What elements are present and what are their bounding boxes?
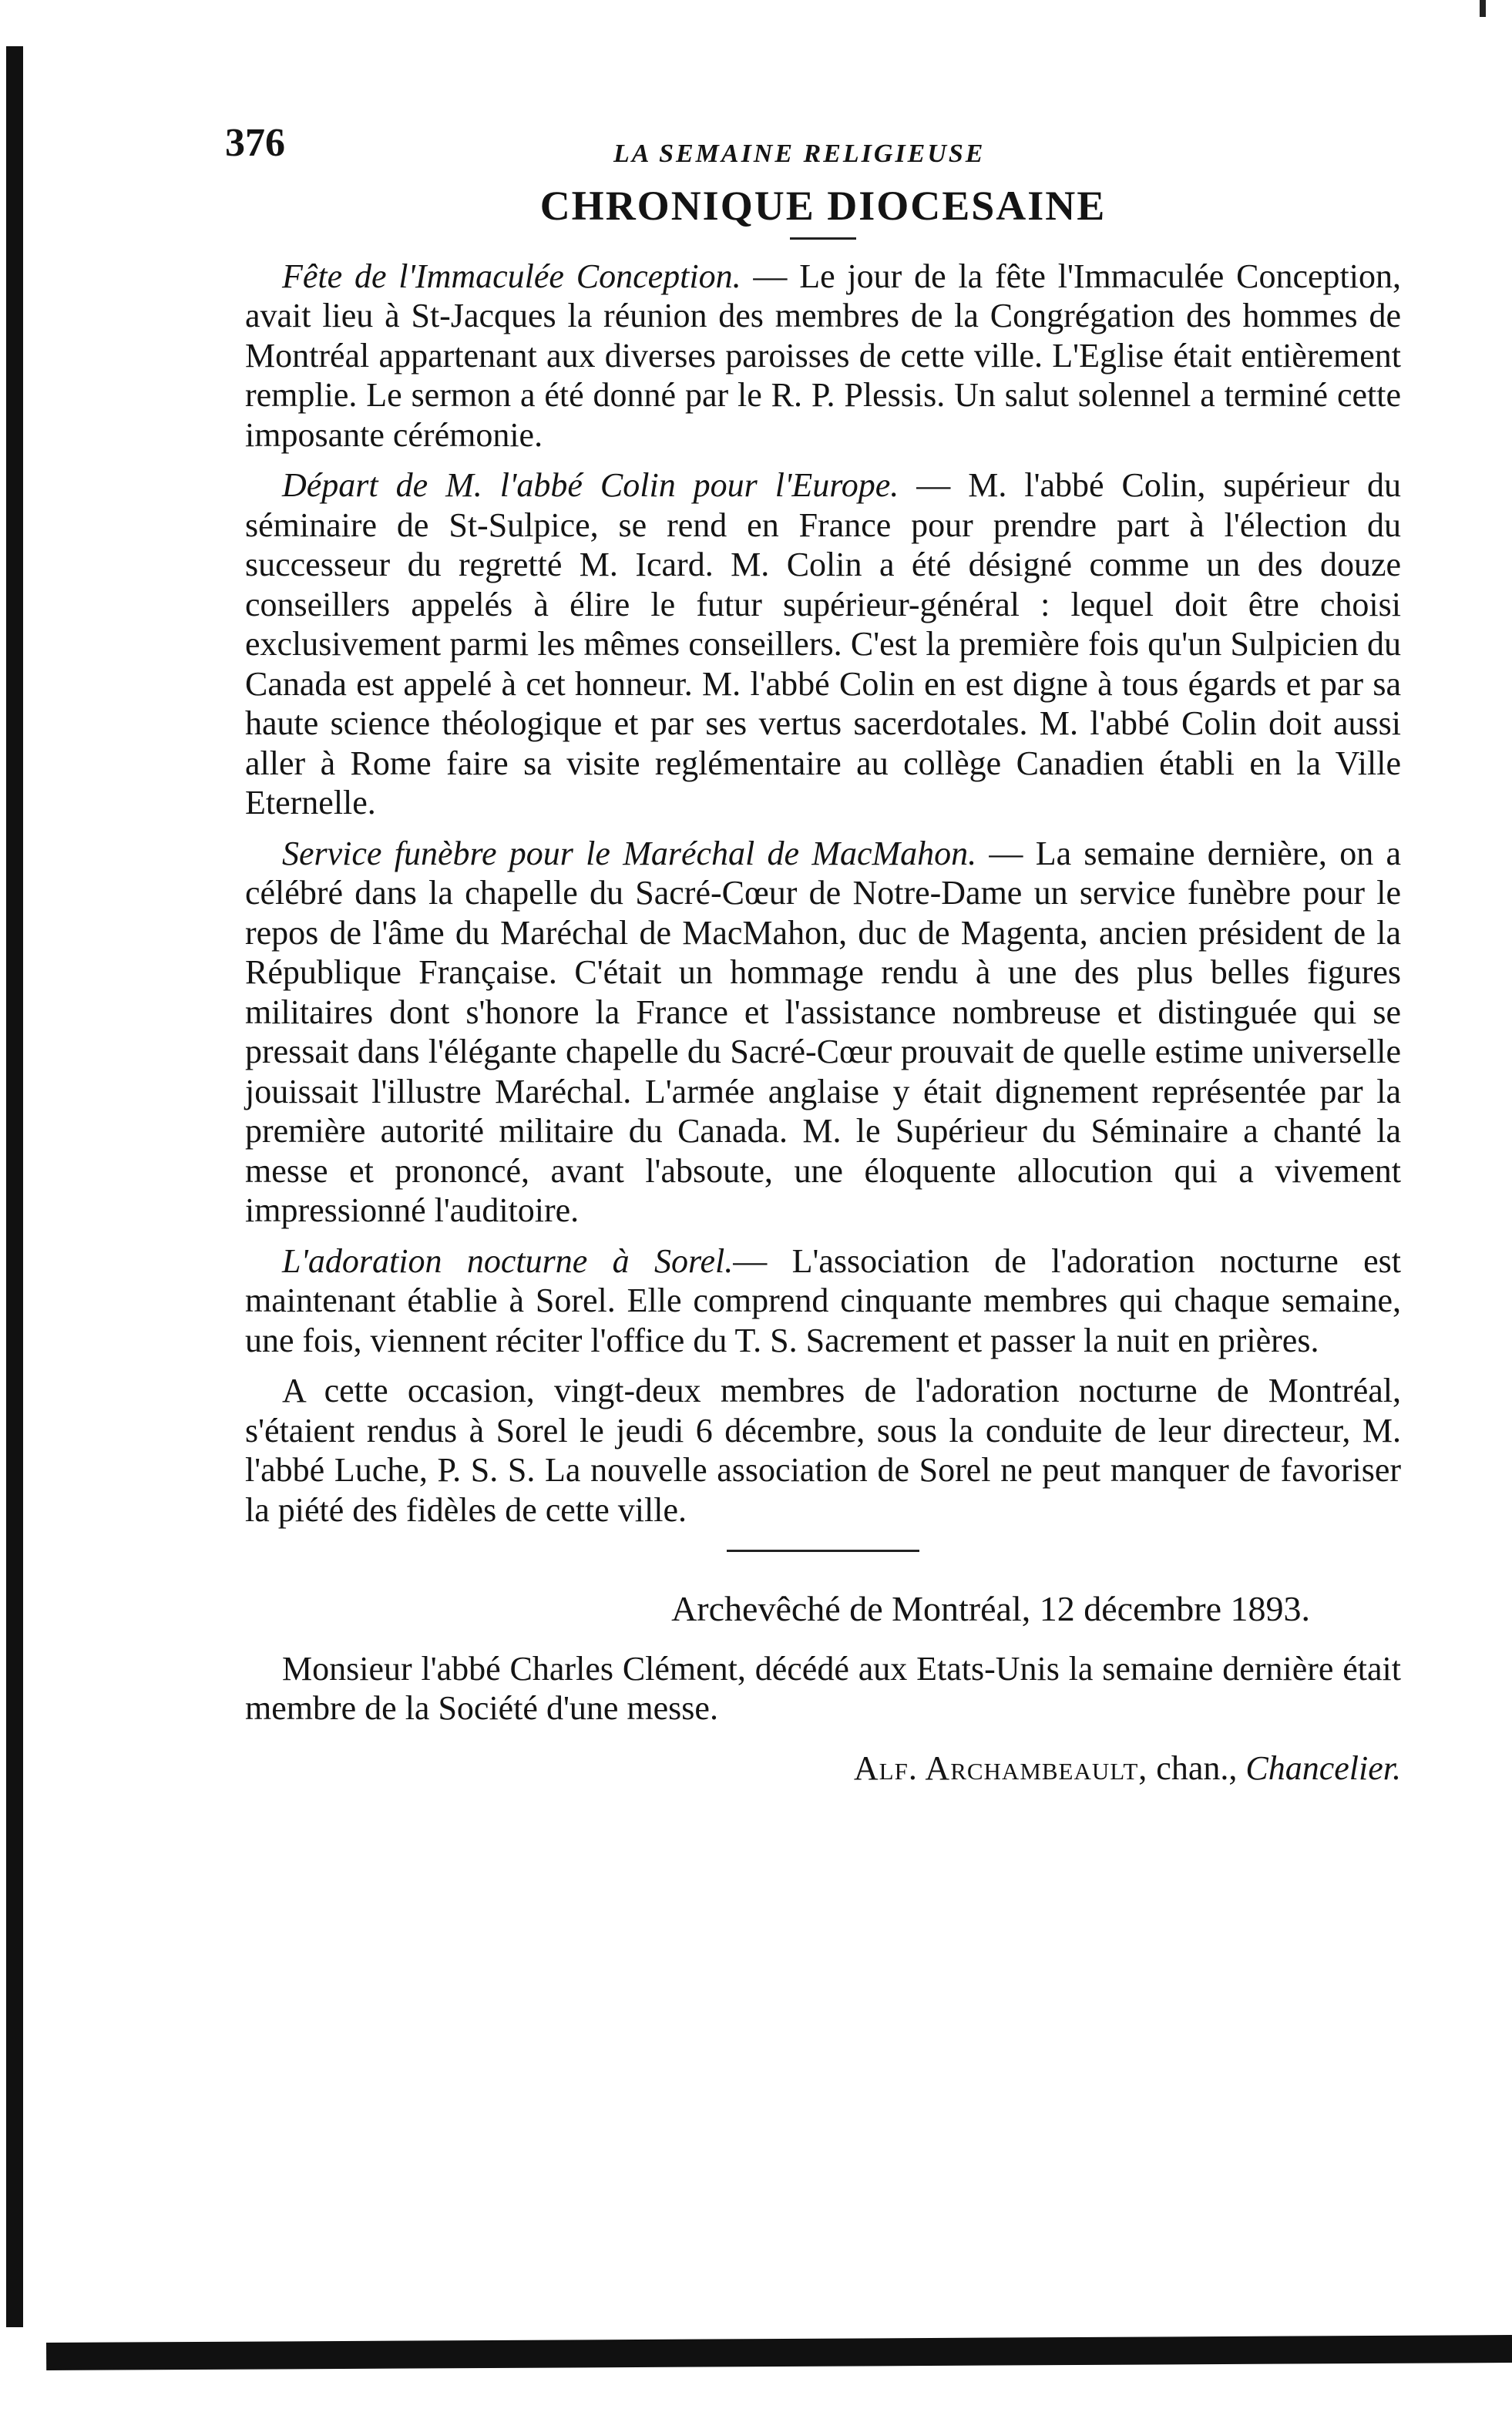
scan-bottom-edge-bar <box>46 2335 1512 2370</box>
page-number: 376 <box>225 121 285 165</box>
paragraph-service-macmahon <box>245 834 1401 1231</box>
paragraph-text: A cette occasion, vingt-deux membres de l'adoration nocturne de Montréal, s'étaient rendus à Sorel le jeudi 6 décembre, sous la conduite de leur directeur, M. l'abbé Luche, P. S. S. La nouvelle association de Sorel ne peut manquer de favoriser la piété des fidèles de cette ville. <box>245 1372 1401 1529</box>
running-head <box>225 121 1401 185</box>
paragraph-immaculee-conception <box>245 257 1401 455</box>
paragraph-lead: Fête de l'Immaculée Conception. <box>282 257 741 295</box>
title-rule <box>790 237 856 240</box>
signature-role: Chancelier. <box>1245 1748 1401 1787</box>
paragraph-text: — L'association de l'adoration nocturne est maintenant établie à Sorel. Elle comprend cinquante membres qui chaque semaine, une fois, viennent réciter l'office du T. S. Sacrement et passer la nuit en prières. <box>245 1241 1401 1359</box>
running-head-title: LA SEMAINE RELIGIEUSE <box>613 139 986 168</box>
paragraph-text: — M. l'abbé Colin, supérieur du séminaire de St-Sulpice, se rend en France pour prendre part à l'élection du successeur du regretté M. Icard. M. Colin a été désigné comme un des douze conseillers appelés à élire le futur supérieur-général : lequel doit être choisi exclusivement parmi les mêmes conseillers. C'est la première fois qu'un Sulpicien du Canada est appelé à cet honneur. M. l'abbé Colin en est digne à tous égards et par sa haute science théologique et par ses vertus sacerdotales. M. l'abbé Colin doit aussi aller à Rome faire sa visite reglémentaire au collège Canadien établi en la Ville Eternelle. <box>245 466 1402 821</box>
paragraph-text: — La semaine dernière, on a célébré dans la chapelle du Sacré-Cœur de Notre-Dame un service funèbre pour le repos de l'âme du Maréchal de MacMahon, duc de Magenta, ancien président de la République Française. C'était un hommage rendu à une des plus belles figures militaires dont s'honore la France et l'assistance nombreuse et distinguée qui se pressait dans l'élégante chapelle du Sacré-Cœur prouvait de quelle estime universelle jouissait l'illustre Maréchal. L'armée anglaise y était dignement représentée par la première autorité militaire du Canada. M. le Supérieur du Séminaire a chanté la messe et prononcé, avant l'absoute, une éloquente allocution qui a vivement impressionné l'auditoire. <box>245 834 1401 1229</box>
paragraph-lead: Service funèbre pour le Maréchal de MacMahon. <box>282 834 977 872</box>
signature-name: Alf. Archambeault, <box>853 1748 1148 1787</box>
scan-top-mark <box>1480 0 1486 17</box>
paragraph-depart-colin <box>245 465 1401 823</box>
scan-left-edge-bar <box>6 46 23 2327</box>
section-divider-rule <box>727 1550 919 1552</box>
paragraph-text: — Le jour de la fête l'Immaculée Conception, avait lieu à St-Jacques la réunion des membres de la Congrégation des hommes de Montréal appartenant aux diverses paroisses de cette ville. L'Eglise était entièrement remplie. Le sermon a été donné par le R. P. Plessis. Un salut solennel a terminé cette imposante cérémonie. <box>245 257 1401 454</box>
paragraph-adoration-visit <box>245 1371 1401 1530</box>
dateline: Archevêché de Montréal, 12 décembre 1893. <box>671 1589 1310 1628</box>
paragraph-lead: L'adoration nocturne à Sorel. <box>282 1241 734 1280</box>
notice-paragraph: Monsieur l'abbé Charles Clément, décédé aux Etats-Unis la semaine dernière était membre de la Société d'une messe. <box>245 1649 1401 1727</box>
signature-title: chan., <box>1147 1748 1246 1787</box>
document-page <box>225 121 1402 1788</box>
signature <box>245 1748 1401 1789</box>
paragraph-adoration-sorel <box>245 1241 1401 1361</box>
section-title: CHRONIQUE DIOCESAINE <box>539 183 1107 229</box>
paragraph-lead: Départ de M. l'abbé Colin pour l'Europe. <box>282 466 899 504</box>
